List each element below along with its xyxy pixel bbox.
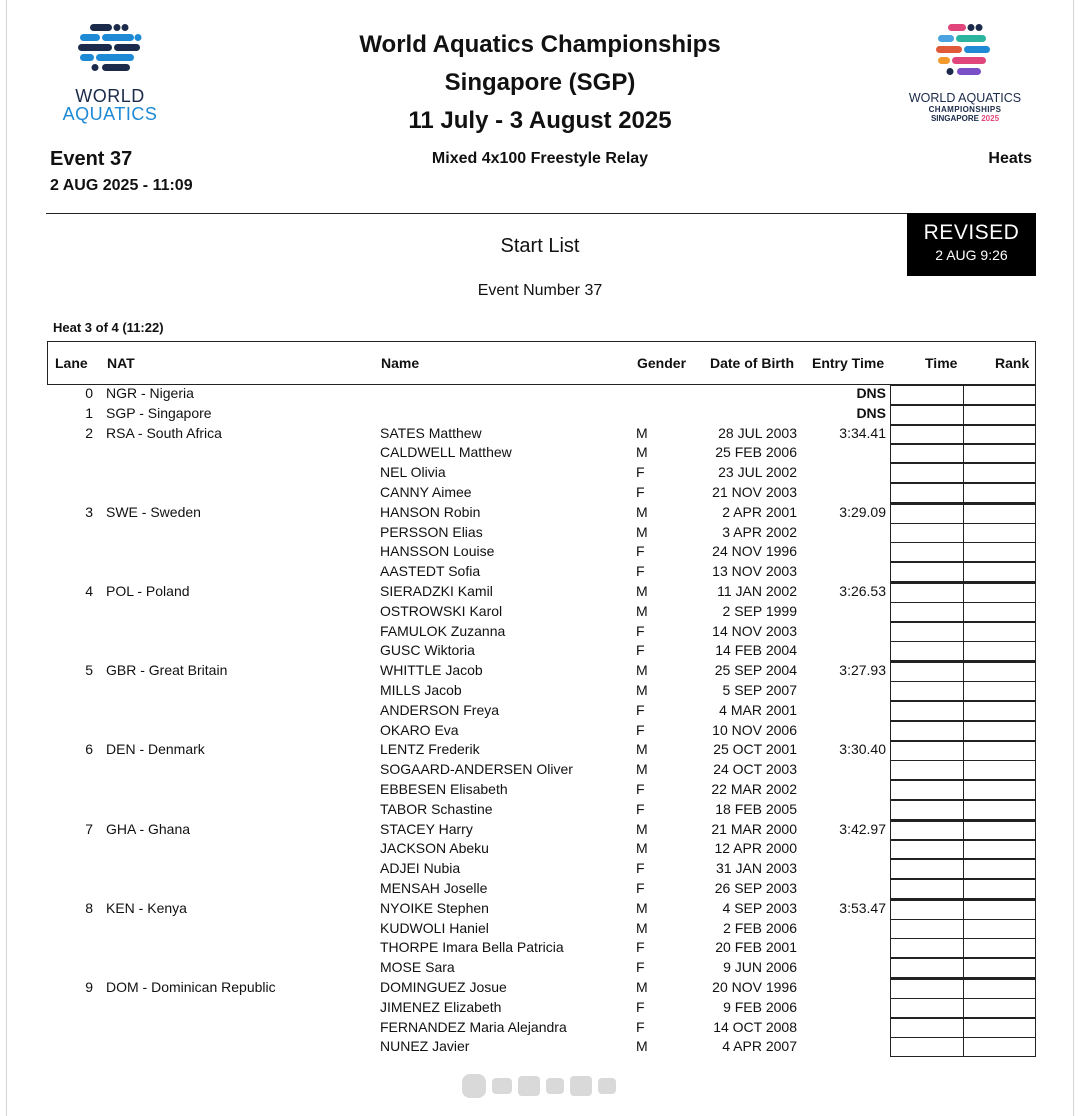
rank-result-box	[963, 938, 1036, 958]
date-of-birth-cell: 22 MAR 2002	[711, 781, 797, 797]
rank-result-box	[963, 443, 1036, 463]
date-of-birth-cell: 28 JUL 2003	[718, 424, 797, 441]
date-of-birth-cell: 21 MAR 2000	[711, 820, 797, 837]
athlete-name-cell: NEL Olivia	[380, 464, 446, 481]
revised-label: REVISED	[923, 221, 1020, 244]
event-phase: Heats	[988, 150, 1032, 167]
table-row	[47, 661, 1035, 681]
gender-cell: F	[636, 860, 645, 877]
date-of-birth-cell: 9 JUN 2006	[723, 959, 797, 976]
rank-result-box	[963, 404, 1036, 425]
document-title: Start List	[500, 235, 580, 257]
athlete-name-cell: EBBESEN Elisabeth	[380, 781, 508, 797]
rank-result-box	[963, 602, 1036, 622]
rank-result-box	[963, 820, 1036, 841]
table-row	[47, 701, 1035, 721]
col-nat: NAT	[107, 355, 135, 371]
title-line-2: Singapore (SGP)	[444, 69, 636, 96]
athlete-name-cell: SOGAARD-ANDERSEN Oliver	[380, 761, 573, 778]
nat-cell: GBR - Great Britain	[106, 662, 228, 679]
gender-cell: F	[636, 622, 645, 639]
time-result-box	[890, 760, 964, 780]
wave-dots-icon	[50, 22, 170, 82]
athlete-name-cell: NUNEZ Javier	[380, 1038, 470, 1055]
event-number-label: Event 37	[50, 148, 133, 170]
table-row	[47, 978, 1035, 998]
champ-logo-text-3	[895, 114, 1035, 123]
time-result-box	[890, 919, 964, 939]
table-row	[47, 740, 1035, 760]
athlete-name-cell: LENTZ Frederik	[380, 741, 480, 758]
revised-time: 2 AUG 9:26	[935, 247, 1008, 263]
champ-logo-year: 2025	[981, 114, 1000, 123]
time-result-box	[890, 542, 964, 562]
event-number-line: Event Number 37	[477, 282, 603, 299]
nat-cell: SGP - Singapore	[106, 404, 212, 421]
table-row	[47, 938, 1035, 958]
table-row	[47, 681, 1035, 701]
table-row	[47, 998, 1035, 1018]
date-of-birth-cell: 24 NOV 1996	[712, 543, 797, 560]
entry-time-cell: 3:53.47	[839, 899, 886, 916]
date-of-birth-cell: 21 NOV 2003	[712, 484, 797, 500]
gender-cell: F	[636, 721, 645, 738]
gender-cell: M	[636, 761, 648, 778]
time-result-box	[890, 483, 964, 503]
col-time: Time	[925, 355, 958, 371]
table-row	[47, 622, 1035, 642]
time-result-box	[890, 641, 964, 661]
athlete-name-cell: DOMINGUEZ Josue	[380, 979, 507, 995]
entry-time-cell: 3:27.93	[839, 662, 886, 679]
entry-time-cell: DNS	[856, 385, 886, 401]
time-result-box	[890, 701, 964, 721]
lane-cell: 1	[85, 404, 93, 421]
time-result-box	[890, 424, 964, 445]
champ-logo-city: SINGAPORE	[930, 114, 979, 123]
time-result-box	[890, 661, 964, 682]
time-result-box	[890, 404, 964, 425]
time-result-box	[890, 1018, 964, 1038]
date-of-birth-cell: 25 SEP 2004	[714, 662, 797, 679]
athlete-name-cell: JACKSON Abeku	[380, 840, 489, 857]
table-row	[47, 483, 1035, 503]
gender-cell: M	[636, 979, 648, 995]
table-row	[47, 721, 1035, 741]
athlete-name-cell: MILLS Jacob	[380, 682, 462, 698]
nat-cell: RSA - South Africa	[106, 424, 222, 441]
date-of-birth-cell: 2 APR 2001	[722, 503, 797, 520]
athlete-name-cell: ANDERSON Freya	[380, 701, 500, 718]
rank-result-box	[963, 483, 1036, 503]
time-result-box	[890, 938, 964, 958]
rank-result-box	[963, 463, 1036, 483]
champ-logo-text-1: WORLD AQUATICS	[908, 91, 1022, 105]
colored-wave-icon	[930, 22, 1000, 82]
rank-result-box	[963, 899, 1036, 920]
table-row	[47, 641, 1035, 661]
rank-result-box	[963, 622, 1036, 642]
time-result-box	[890, 681, 964, 701]
rank-result-box	[963, 641, 1036, 661]
rank-result-box	[963, 681, 1036, 701]
date-of-birth-cell: 11 JAN 2002	[717, 583, 797, 599]
rank-result-box	[963, 760, 1036, 780]
time-result-box	[890, 820, 964, 841]
rank-result-box	[963, 1037, 1036, 1057]
rank-result-box	[963, 582, 1036, 603]
table-row	[47, 503, 1035, 523]
gender-cell: M	[636, 840, 648, 857]
table-row	[47, 899, 1035, 919]
table-row	[47, 859, 1035, 879]
athlete-name-cell: GUSC Wiktoria	[380, 642, 475, 659]
time-result-box	[890, 622, 964, 642]
date-of-birth-cell: 14 NOV 2003	[712, 622, 797, 639]
revised-badge	[907, 213, 1036, 276]
gender-cell: M	[636, 741, 648, 758]
entry-time-cell: DNS	[856, 404, 886, 421]
gender-cell: M	[636, 503, 648, 520]
logo-text-aquatics: AQUATICS	[62, 104, 158, 124]
date-of-birth-cell: 25 FEB 2006	[715, 444, 797, 461]
gender-cell: M	[636, 523, 648, 540]
lane-cell: 4	[85, 583, 93, 599]
date-of-birth-cell: 12 APR 2000	[714, 840, 797, 857]
rank-result-box	[963, 562, 1036, 582]
time-result-box	[890, 839, 964, 859]
col-dob: Date of Birth	[710, 355, 794, 371]
date-of-birth-cell: 2 FEB 2006	[723, 919, 797, 936]
gender-cell: F	[636, 543, 645, 560]
table-row	[47, 760, 1035, 780]
gender-cell: F	[636, 781, 645, 797]
championships-logo	[895, 22, 1035, 123]
time-result-box	[890, 998, 964, 1018]
page-edge-left	[6, 0, 7, 1116]
rank-result-box	[963, 859, 1036, 879]
date-of-birth-cell: 4 SEP 2003	[722, 899, 797, 916]
date-of-birth-cell: 31 JAN 2003	[716, 860, 797, 877]
gender-cell: M	[636, 583, 648, 599]
world-aquatics-logo	[50, 22, 170, 123]
gender-cell: F	[636, 563, 645, 580]
time-result-box	[890, 740, 964, 761]
athlete-name-cell: HANSON Robin	[380, 503, 481, 520]
entry-time-cell: 3:30.40	[839, 741, 886, 758]
time-result-box	[890, 879, 964, 899]
heat-label: Heat 3 of 4 (11:22)	[53, 320, 164, 335]
table-row	[47, 542, 1035, 562]
col-entry-time: Entry Time	[812, 355, 885, 371]
date-of-birth-cell: 3 APR 2002	[722, 523, 797, 540]
athlete-name-cell: CANNY Aimee	[380, 484, 472, 500]
time-result-box	[890, 899, 964, 920]
header-divider	[46, 213, 1036, 214]
date-of-birth-cell: 24 OCT 2003	[713, 761, 797, 778]
table-row	[47, 780, 1035, 800]
athlete-name-cell: CALDWELL Matthew	[380, 444, 512, 461]
watermark-logo	[460, 1068, 620, 1102]
time-result-box	[890, 463, 964, 483]
title-line-1: World Aquatics Championships	[359, 31, 721, 58]
lane-cell: 6	[85, 741, 93, 758]
gender-cell: F	[636, 939, 645, 956]
lane-cell: 3	[85, 503, 93, 520]
table-row	[47, 463, 1035, 483]
date-of-birth-cell: 18 FEB 2005	[715, 800, 797, 817]
athlete-name-cell: WHITTLE Jacob	[380, 662, 483, 679]
time-result-box	[890, 978, 964, 999]
table-row	[47, 602, 1035, 622]
table-row	[47, 958, 1035, 978]
nat-cell: NGR - Nigeria	[106, 385, 194, 401]
athlete-name-cell: HANSSON Louise	[380, 543, 495, 560]
rank-result-box	[963, 701, 1036, 721]
athlete-name-cell: SATES Matthew	[380, 424, 482, 441]
table-row	[47, 919, 1035, 939]
lane-cell: 0	[85, 385, 93, 401]
table-row	[47, 523, 1035, 543]
athlete-name-cell: JIMENEZ Elizabeth	[380, 998, 502, 1015]
table-row	[47, 820, 1035, 840]
athlete-name-cell: FERNANDEZ Maria Alejandra	[380, 1018, 567, 1035]
rank-result-box	[963, 780, 1036, 800]
date-of-birth-cell: 4 MAR 2001	[719, 701, 797, 718]
gender-cell: M	[636, 682, 648, 698]
table-row	[47, 443, 1035, 463]
rank-result-box	[963, 384, 1036, 405]
time-result-box	[890, 523, 964, 543]
rank-result-box	[963, 998, 1036, 1018]
table-row	[47, 800, 1035, 820]
gender-cell: M	[636, 602, 648, 619]
athlete-name-cell: MOSE Sara	[380, 959, 455, 976]
table-row	[47, 562, 1035, 582]
rank-result-box	[963, 800, 1036, 820]
gender-cell: F	[636, 464, 645, 481]
athlete-name-cell: AASTEDT Sofia	[380, 563, 481, 580]
athlete-name-cell: KUDWOLI Haniel	[380, 919, 489, 936]
rank-result-box	[963, 919, 1036, 939]
time-result-box	[890, 721, 964, 741]
rank-result-box	[963, 879, 1036, 899]
athlete-name-cell: PERSSON Elias	[380, 523, 483, 540]
table-header	[47, 341, 1036, 385]
date-of-birth-cell: 26 SEP 2003	[714, 880, 797, 896]
time-result-box	[890, 443, 964, 463]
date-of-birth-cell: 25 OCT 2001	[713, 741, 797, 758]
athlete-name-cell: OSTROWSKI Karol	[380, 602, 503, 619]
date-of-birth-cell: 13 NOV 2003	[712, 563, 797, 580]
athlete-name-cell: MENSAH Joselle	[380, 880, 488, 896]
entry-time-cell: 3:26.53	[839, 583, 886, 599]
athlete-name-cell: TABOR Schastine	[380, 800, 493, 817]
athlete-name-cell: NYOIKE Stephen	[380, 899, 489, 916]
nat-cell: DEN - Denmark	[106, 741, 205, 758]
lane-cell: 8	[85, 899, 93, 916]
gender-cell: M	[636, 424, 648, 441]
col-lane: Lane	[55, 355, 88, 371]
gender-cell: M	[636, 919, 648, 936]
nat-cell: KEN - Kenya	[106, 899, 187, 916]
date-of-birth-cell: 20 NOV 1996	[712, 979, 797, 995]
time-result-box	[890, 503, 964, 524]
col-rank: Rank	[995, 355, 1030, 371]
champ-logo-text-2: CHAMPIONSHIPS	[928, 105, 1002, 114]
athlete-name-cell: ADJEI Nubia	[380, 860, 461, 877]
date-of-birth-cell: 10 NOV 2006	[712, 721, 797, 738]
time-result-box	[890, 780, 964, 800]
athlete-name-cell: OKARO Eva	[380, 721, 459, 738]
rank-result-box	[963, 661, 1036, 682]
rank-result-box	[963, 542, 1036, 562]
table-row	[47, 1018, 1035, 1038]
gender-cell: F	[636, 998, 645, 1015]
time-result-box	[890, 602, 964, 622]
nat-cell: SWE - Sweden	[106, 503, 201, 520]
gender-cell: M	[636, 662, 648, 679]
table-row	[47, 839, 1035, 859]
rank-result-box	[963, 978, 1036, 999]
gender-cell: F	[636, 484, 645, 500]
nat-cell: GHA - Ghana	[106, 820, 191, 837]
table-row	[47, 582, 1035, 602]
time-result-box	[890, 384, 964, 405]
col-name: Name	[381, 355, 420, 371]
date-of-birth-cell: 9 FEB 2006	[723, 998, 797, 1015]
gender-cell: M	[636, 444, 648, 461]
date-of-birth-cell: 20 FEB 2001	[715, 939, 797, 956]
time-result-box	[890, 859, 964, 879]
gender-cell: F	[636, 1018, 645, 1035]
date-of-birth-cell: 14 OCT 2008	[713, 1018, 797, 1035]
gender-cell: F	[636, 880, 645, 896]
date-of-birth-cell: 5 SEP 2007	[722, 682, 797, 698]
table-row	[47, 404, 1035, 424]
gender-cell: M	[636, 820, 648, 837]
nat-cell: POL - Poland	[106, 583, 190, 599]
rank-result-box	[963, 958, 1036, 978]
date-of-birth-cell: 4 APR 2007	[722, 1038, 797, 1055]
time-result-box	[890, 582, 964, 603]
table-row	[47, 384, 1035, 404]
championship-title	[290, 26, 790, 140]
lane-cell: 2	[85, 424, 93, 441]
rank-result-box	[963, 839, 1036, 859]
nat-cell: DOM - Dominican Republic	[106, 979, 276, 995]
athlete-name-cell: THORPE Imara Bella Patricia	[380, 939, 564, 956]
date-of-birth-cell: 14 FEB 2004	[715, 642, 797, 659]
entry-time-cell: 3:29.09	[839, 503, 886, 520]
gender-cell: F	[636, 642, 645, 659]
lane-cell: 9	[85, 979, 93, 995]
table-row	[47, 424, 1035, 444]
athlete-name-cell: SIERADZKI Kamil	[380, 583, 493, 599]
time-result-box	[890, 800, 964, 820]
event-datetime: 2 AUG 2025 - 11:09	[50, 177, 193, 194]
rank-result-box	[963, 721, 1036, 741]
lane-cell: 7	[85, 820, 93, 837]
athlete-name-cell: STACEY Harry	[380, 820, 473, 837]
logo-text-world: WORLD	[75, 86, 145, 106]
event-name: Mixed 4x100 Freestyle Relay	[431, 150, 649, 167]
rank-result-box	[963, 523, 1036, 543]
table-row	[47, 879, 1035, 899]
table-row	[47, 1037, 1035, 1057]
rank-result-box	[963, 424, 1036, 445]
gender-cell: F	[636, 701, 645, 718]
gender-cell: M	[636, 1038, 648, 1055]
lane-cell: 5	[85, 662, 93, 679]
rank-result-box	[963, 740, 1036, 761]
col-gender: Gender	[637, 355, 687, 371]
athlete-name-cell: FAMULOK Zuzanna	[380, 622, 506, 639]
entry-time-cell: 3:42.97	[839, 820, 886, 837]
date-of-birth-cell: 2 SEP 1999	[722, 602, 797, 619]
page-edge-right	[1073, 0, 1074, 1116]
rank-result-box	[963, 1018, 1036, 1038]
time-result-box	[890, 562, 964, 582]
title-line-3: 11 July - 3 August 2025	[408, 107, 672, 134]
time-result-box	[890, 958, 964, 978]
date-of-birth-cell: 23 JUL 2002	[718, 464, 797, 481]
entry-time-cell: 3:34.41	[839, 424, 886, 441]
gender-cell: F	[636, 959, 645, 976]
rank-result-box	[963, 503, 1036, 524]
time-result-box	[890, 1037, 964, 1057]
gender-cell: M	[636, 899, 648, 916]
gender-cell: F	[636, 800, 645, 817]
